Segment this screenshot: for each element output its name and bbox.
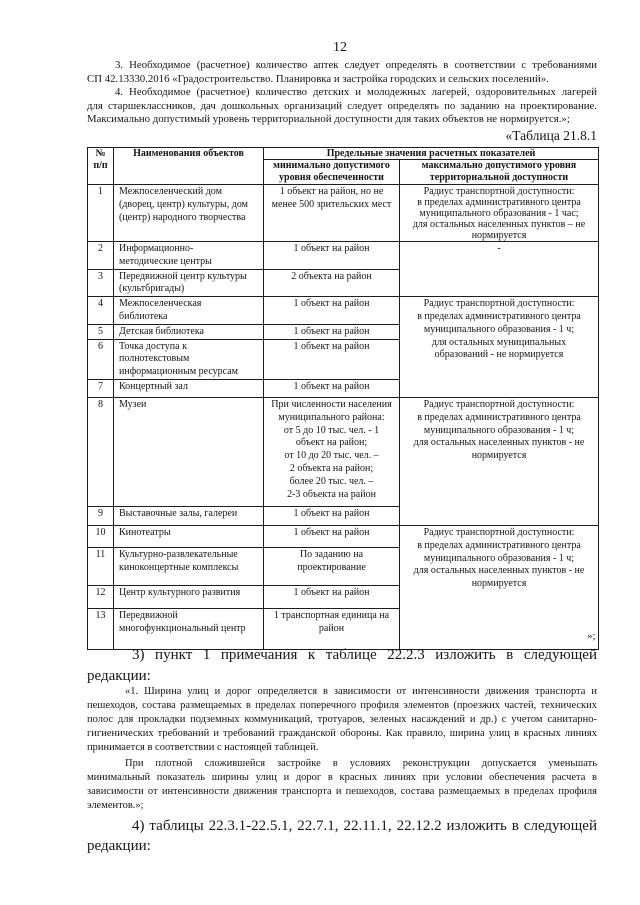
table-row [88,242,599,270]
table-row [88,525,599,547]
cell-object-name: Кинотеатры [114,525,264,547]
paragraph-line: полос для прокладки подземных коммуникаций, тротуаров, зеленых насаждений и др.) с учетом санитарно- [87,714,597,725]
cell-number: 10 [88,525,114,547]
cell-min-provision: 1 объект на район [264,585,400,608]
paragraph-line: 4) таблицы 22.3.1-22.5.1, 22.7.1, 22.11.1, 22.12.2 изложить в следующей [132,818,597,834]
paragraph-line: минимальный показатель ширины улиц и дорог в красных линиях при условии обеспечения расчета в [87,772,597,783]
paragraph-line: 4. Необходимое (расчетное) количество детских и молодежных лагерей, оздоровительных лагерей [115,86,597,98]
table-row [88,397,599,506]
cell-object-name: Выставочные залы, галереи [114,506,264,525]
paragraph-line: принимается в соответствии с настоящей таблицей. [87,742,319,753]
page-number: 12 [333,40,347,55]
cell-number: 11 [88,547,114,585]
cell-object-name: Передвижной центр культуры (культбригады) [114,269,264,297]
cell-number: 8 [88,397,114,506]
paragraph-line: гигиенических требований и требований гражданской обороны. Как правило, ширина улиц в красных линиях [87,728,597,739]
header-object-name: Наименования объектов [114,148,264,185]
cell-max-accessibility: Радиус транспортной доступности: в пределах административного центра муниципального образования - 1 час; для остальных населенных пунктов – не нормируется [400,185,599,242]
cell-max-accessibility: Радиус транспортной доступности: в пределах административного центра муниципального образования - 1 ч; для остальных муниципальных образований - не нормируется [400,297,599,398]
table-caption: «Таблица 21.8.1 [505,128,597,143]
paragraph-line: зависимости от интенсивности движения транспорта и пешеходов, состава размещаемых в пределах профиля [87,786,597,797]
header-max-accessibility: максимально допустимого уровня территориальной доступности [400,160,599,185]
paragraph-line: элементов.»; [87,800,144,811]
cell-object-name: Центр культурного развития [114,585,264,608]
cell-min-provision: 2 объекта на район [264,269,400,297]
table-row [88,185,599,242]
header-limit-values: Предельные значения расчетных показателей [264,148,599,160]
header-min-provision: минимально допустимого уровня обеспеченности [264,160,400,185]
cell-max-accessibility: - [400,242,599,297]
cell-object-name: Точка доступа к полнотекстовым информационным ресурсам [114,339,264,379]
paragraph-line: 3) пункт 1 примечания к таблице 22.2.3 изложить в следующей [132,647,597,663]
cell-object-name: Межпоселенческий дом (дворец, центр) культуры, дом (центр) народного творчества [114,185,264,242]
cell-number: 1 [88,185,114,242]
cell-number: 4 [88,297,114,325]
paragraph-line: редакции: [87,668,151,684]
cell-object-name: Детская библиотека [114,324,264,339]
cell-min-provision: По заданию на проектирование [264,547,400,585]
cell-min-provision: 1 объект на район [264,339,400,379]
paragraph-line: СП 42.13330.2016 «Градостроительство. Планировка и застройка городских и сельских поселений». [87,72,549,85]
cell-object-name: Передвижной многофункциональный центр [114,608,264,649]
table-end-mark: »; [587,630,596,642]
cell-number: 5 [88,324,114,339]
cell-min-provision: При численности населения муниципального района: от 5 до 10 тыс. чел. - 1 объект на район; от 10 до 20 тыс. чел. – 2 объекта на район; более 20 тыс. чел. – 2-3 объекта на район [264,397,400,506]
cell-min-provision: 1 объект на район, но не менее 500 зрительских мест [264,185,400,242]
cell-number: 3 [88,269,114,297]
paragraph-line: При плотной сложившейся застройке в условиях реконструкции допускается уменьшать [125,758,597,769]
paragraph-line: пешеходов, состава размещаемых в пределах поперечного профиля элементов (проезжих частей, технических [87,700,597,711]
paragraph-line: Максимально допустимый уровень территориальной доступности для таких объектов не нормируется.»; [87,113,570,125]
paragraph-line: для старшеклассников, дач дошкольных организаций следует определять по заданию на проектирование. [87,99,597,112]
paragraph-camps [87,86,597,127]
note-paragraph-street-width [87,685,597,755]
cell-number: 9 [88,506,114,525]
cell-number: 2 [88,242,114,270]
cell-min-provision: 1 объект на район [264,525,400,547]
cell-number: 7 [88,379,114,397]
culture-facilities-table [87,147,599,650]
cell-number: 6 [88,339,114,379]
header-number: № п/п [88,148,114,185]
cell-object-name: Концертный зал [114,379,264,397]
paragraph-pharmacies [87,59,597,86]
cell-min-provision: 1 объект на район [264,297,400,325]
cell-min-provision: 1 объект на район [264,324,400,339]
cell-object-name: Информационно- методические центры [114,242,264,270]
amendment-item-3 [87,645,597,687]
cell-object-name: Культурно-развлекательные киноконцертные комплексы [114,547,264,585]
cell-number: 12 [88,585,114,608]
cell-object-name: Музеи [114,397,264,506]
paragraph-line: редакции: [87,838,151,854]
cell-min-provision: 1 объект на район [264,506,400,525]
paragraph-line: «1. Ширина улиц и дорог определяется в зависимости от интенсивности движения транспорта и [125,686,597,697]
table-row [88,297,599,325]
table-header-row [88,148,599,160]
cell-min-provision: 1 объект на район [264,379,400,397]
paragraph-line: 3. Необходимое (расчетное) количество аптек следует определять в соответствии с требованиями [115,59,597,71]
cell-max-accessibility: Радиус транспортной доступности: в пределах административного центра муниципального образования - 1 ч; для остальных населенных пунктов - не нормируется [400,525,599,649]
cell-number: 13 [88,608,114,649]
amendment-item-4 [87,816,597,856]
cell-max-accessibility: Радиус транспортной доступности: в пределах административного центра муниципального образования - 1 ч; для остальных населенных пунктов - не нормируется [400,397,599,525]
cell-object-name: Межпоселенческая библиотека [114,297,264,325]
cell-min-provision: 1 транспортная единица на район [264,608,400,649]
note-paragraph-reconstruction [87,757,597,813]
cell-min-provision: 1 объект на район [264,242,400,270]
